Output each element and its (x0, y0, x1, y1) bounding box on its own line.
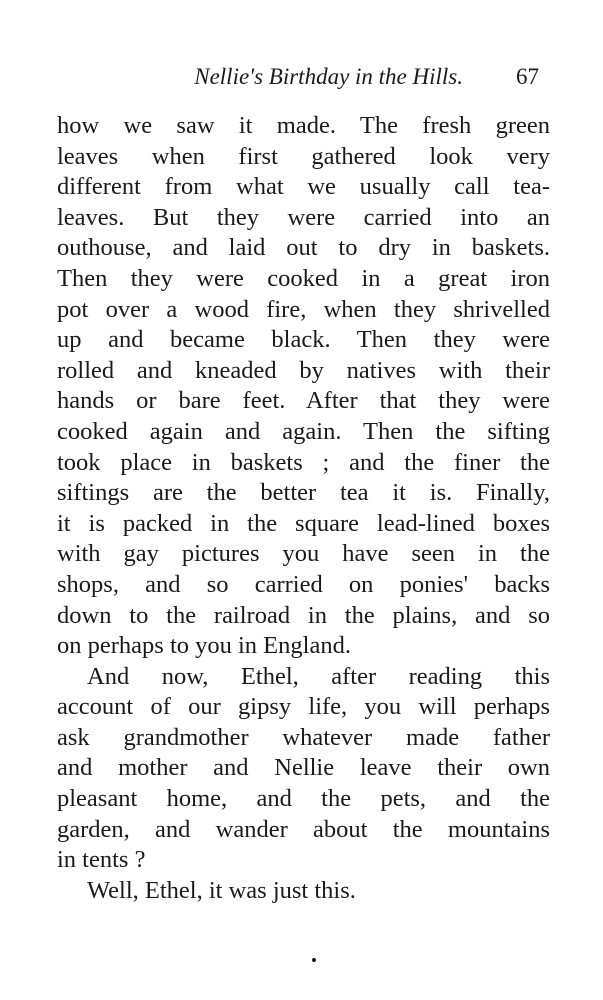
text-line: took place in baskets ; and the finer the (57, 448, 550, 476)
text-line: leaves. But they were carried into an (57, 203, 550, 231)
text-line: And now, Ethel, after reading this (87, 662, 550, 690)
text-line: siftings are the better tea it is. Finally, (57, 479, 550, 507)
text-line: it is packed in the square lead-lined boxes (57, 509, 550, 537)
text-line: down to the railroad in the plains, and so (57, 601, 550, 629)
text-line: Well, Ethel, it was just this. (87, 876, 356, 904)
paragraph-gipsy-life (57, 662, 550, 876)
text-line: on perhaps to you in England. (57, 632, 351, 660)
text-line: outhouse, and laid out to dry in baskets. (57, 234, 550, 262)
running-head (56, 64, 545, 98)
text-line: different from what we usually call tea- (57, 173, 550, 201)
text-line: hands or bare feet. After that they were (57, 387, 550, 415)
running-title: Nellie's Birthday in the Hills. (194, 64, 463, 89)
text-line: in tents ? (57, 846, 146, 874)
text-line: pot over a wood fire, when they shrivelled (57, 295, 550, 323)
text-line: garden, and wander about the mountains (57, 815, 550, 843)
text-line: shops, and so carried on ponies' backs (57, 570, 550, 598)
paragraph-tea-making (57, 111, 550, 662)
text-line: cooked again and again. Then the sifting (57, 417, 550, 445)
text-line: up and became black. Then they were (57, 326, 550, 354)
text-line: account of our gipsy life, you will perhaps (57, 693, 550, 721)
page-number: 67 (516, 64, 539, 89)
text-line: Then they were cooked in a great iron (57, 264, 550, 292)
text-line: leaves when first gathered look very (57, 142, 550, 170)
body-text (57, 111, 550, 906)
print-speck (312, 958, 316, 962)
text-line: how we saw it made. The fresh green (57, 112, 550, 139)
text-line: with gay pictures you have seen in the (57, 540, 550, 568)
text-line: rolled and kneaded by natives with their (57, 356, 550, 384)
text-line: pleasant home, and the pets, and the (57, 785, 550, 813)
paragraph-well-ethel (57, 876, 550, 907)
text-line: and mother and Nellie leave their own (57, 754, 550, 782)
text-line: ask grandmother whatever made father (57, 723, 550, 751)
